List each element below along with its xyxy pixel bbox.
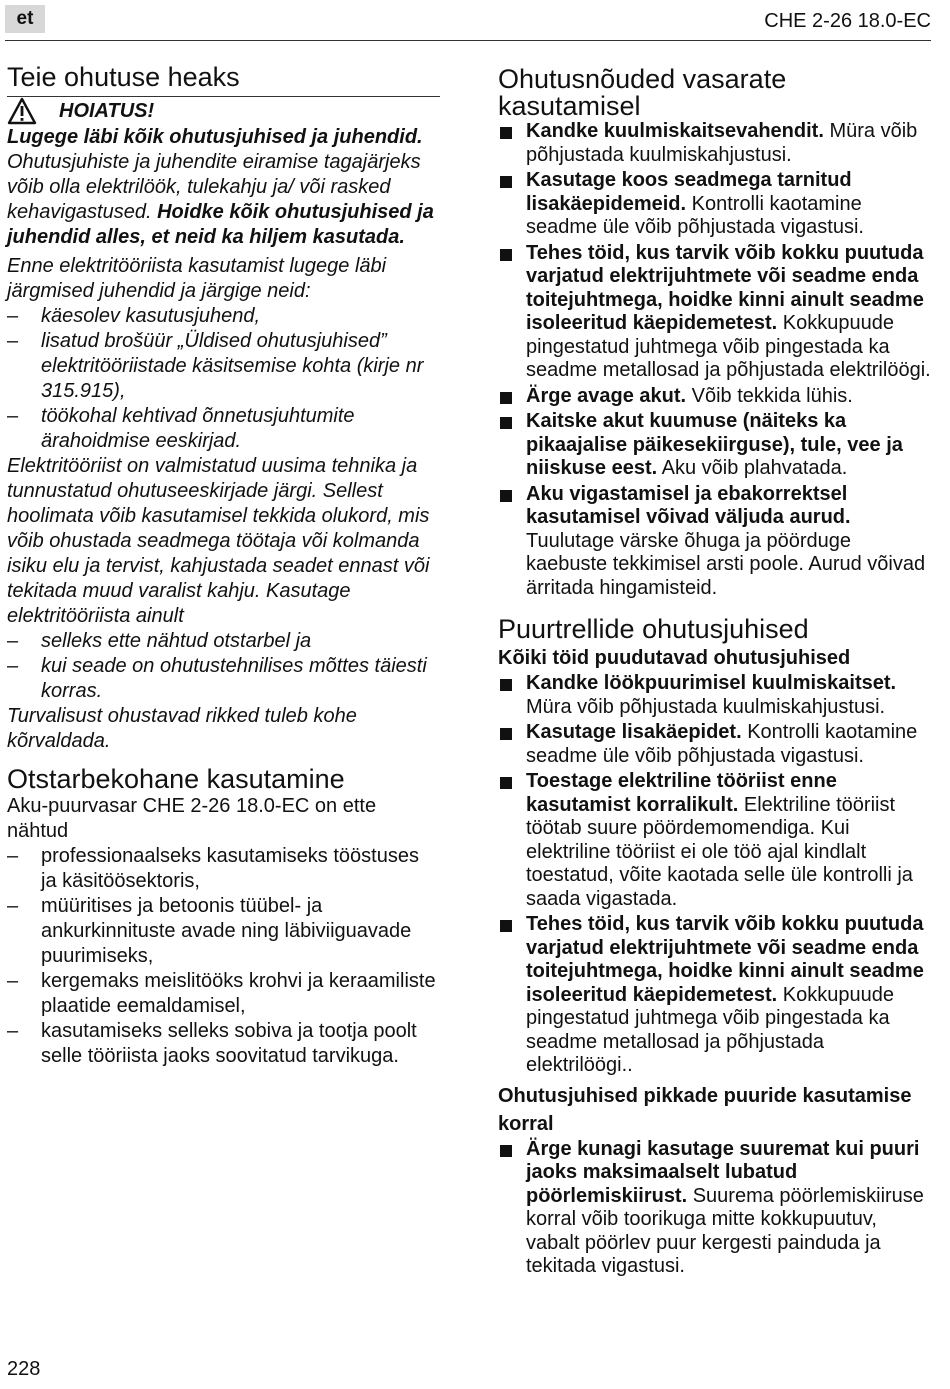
list-item: Kasutage lisakäepidet. Kontrolli kaotamine seadme üle võib põhjustada vigastusi. bbox=[498, 721, 932, 768]
list-item: – kui seade on ohutustehnilises mõttes täiesti korras. bbox=[7, 654, 440, 704]
intro-list bbox=[7, 304, 440, 454]
warning-bold-keep: Hoidke kõik ohutusjuhised ja juhendid alles, et neid ka hiljem kasutada. bbox=[7, 201, 434, 248]
list-item: – müüritises ja betoonis tüübel- ja ankurkinnituste avade ning läbiviiguavade puurimiseks, bbox=[7, 894, 440, 969]
use-conditions-list bbox=[7, 629, 440, 704]
section-title-safety: Teie ohutuse heaks bbox=[7, 62, 440, 97]
list-item: – kasutamiseks selleks sobiva ja tootja poolt selle tööriista jaoks soovitatud tarvikuga. bbox=[7, 1019, 440, 1069]
long-drill-safety-list bbox=[498, 1138, 932, 1279]
list-item: – selleks ette nähtud otstarbel ja bbox=[7, 629, 440, 654]
intended-use-list bbox=[7, 844, 440, 1069]
page-number: 228 bbox=[7, 1358, 41, 1380]
warning-label: HOIATUS! bbox=[59, 100, 155, 122]
list-item: – professionaalseks kasutamiseks tööstuses ja käsitöösektoris, bbox=[7, 844, 440, 894]
list-item: Aku vigastamisel ja ebakorrektsel kasutamisel võivad väljuda aurud. Tuulutage värske õhuga ja pöörduge kaebuste tekkimisel arsti poole. Aurud võivad ärritada hingamisteid. bbox=[498, 483, 932, 601]
list-item: Ärge avage akut. Võib tekkida lühis. bbox=[498, 385, 932, 409]
list-item: – lisatud brošüür „Üldised ohutusjuhised” elektritööriistade käsitsemise kohta (kirje nr 315.915), bbox=[7, 329, 440, 404]
list-item: Tehes töid, kus tarvik võib kokku puutuda varjatud elektrijuhtmete või seadme enda toitejuhtmega, hoidke kinni ainult seadme isoleeritud käepidemetest. Kokkupuude pingestatud juhtmega võib pingestada ka seadme metallosad ja põhjustada elektrilöögi. bbox=[498, 242, 932, 383]
technology-paragraph: Elektritööriist on valmistatud uusima tehnika ja tunnustatud ohutuseeskirjade järgi. Sellest hoolimata võib kasutamisel tekkida olukord, mis võib ohustada seadmega töötaja või kolmanda isiku elu ja tervist, kahjustada seadet ennast või tekitada muud varalist kahju. Kasutage elektritööriista ainult bbox=[7, 455, 430, 627]
language-badge: et bbox=[5, 5, 45, 33]
right-column bbox=[498, 66, 932, 1281]
hammer-safety-list bbox=[498, 120, 932, 600]
section-title-drills: Puurtrellide ohutusjuhised bbox=[498, 614, 809, 644]
list-item: Kaitske akut kuumuse (näiteks ka pikaajalise päikesekiirguse), tule, vee ja niiskuse eest. Aku võib plahvatada. bbox=[498, 410, 932, 481]
list-item: Kasutage koos seadmega tarnitud lisakäepidemeid. Kontrolli kaotamine seadme üle võib põhjustada vigastusi. bbox=[498, 169, 932, 240]
list-item: Kandke löökpuurimisel kuulmiskaitset. Müra võib põhjustada kuulmiskahjustusi. bbox=[498, 672, 932, 719]
subsection-title-all-work: Kõiki töid puudutavad ohutusjuhised bbox=[498, 647, 851, 669]
drill-safety-list bbox=[498, 672, 932, 1078]
list-item: Tehes töid, kus tarvik võib kokku puutuda varjatud elektrijuhtmete või seadme enda toitejuhtmega, hoidke kinni ainult seadme isoleeritud käepidemetest. Kokkupuude pingestatud juhtmega võib pingestada ka seadme metallosad ja põhjustada elektrilöögi.. bbox=[498, 913, 932, 1078]
faults-paragraph: Turvalisust ohustavad rikked tuleb kohe kõrvaldada. bbox=[7, 705, 357, 752]
subsection-title-long-drills: Ohutusjuhised pikkade puuride kasutamise korral bbox=[498, 1084, 912, 1135]
document-code: CHE 2-26 18.0-EC bbox=[764, 10, 931, 32]
header-divider bbox=[5, 40, 931, 41]
list-item: Toestage elektriline tööriist enne kasutamist korralikult. Elektriline tööriist töötab suure pöördemomendiga. Kui elektriline tööriist ei ole töö ajal kindlalt toestatud, võite kaotada selle üle kontrolli ja saada vigastada. bbox=[498, 770, 932, 911]
list-item: Ärge kunagi kasutage suuremat kui puuri jaoks maksimaalselt lubatud pöörlemiskiirust. Suurema pöörlemiskiiruse korral võib toorikuga mitte kokkupuutuv, vabalt pöörlev puur kergesti painduda ja tekitada vigastusi. bbox=[498, 1138, 932, 1279]
warning-header bbox=[7, 97, 440, 125]
list-item: Kandke kuulmiskaitsevahendit. Müra võib põhjustada kuulmiskahjustusi. bbox=[498, 120, 932, 167]
intro-paragraph: Enne elektritööriista kasutamist lugege läbi järgmised juhendid ja järgige neid: bbox=[7, 255, 387, 302]
left-column bbox=[7, 62, 440, 1069]
warning-bold-line: Lugege läbi kõik ohutusjuhised ja juhendid. bbox=[7, 126, 423, 148]
list-item: – kergemaks meislitööks krohvi ja keraamiliste plaatide eemaldamisel, bbox=[7, 969, 440, 1019]
section-title-hammers: Ohutusnõuded vasarate kasutamisel bbox=[498, 64, 787, 121]
warning-triangle-icon bbox=[7, 97, 37, 125]
list-item: – käesolev kasutusjuhend, bbox=[7, 304, 440, 329]
warning-text: Ohutusjuhiste ja juhendite eiramise tagajärjeks võib olla elektrilöök, tulekahju ja/ või rasked kehavigastused. bbox=[7, 151, 421, 223]
intended-use-text: Aku-puurvasar CHE 2-26 18.0-EC on ette nähtud bbox=[7, 795, 377, 842]
list-item: – töökohal kehtivad õnnetusjuhtumite ärahoidmise eeskirjad. bbox=[7, 404, 440, 454]
section-title-intended-use: Otstarbekohane kasutamine bbox=[7, 764, 345, 794]
